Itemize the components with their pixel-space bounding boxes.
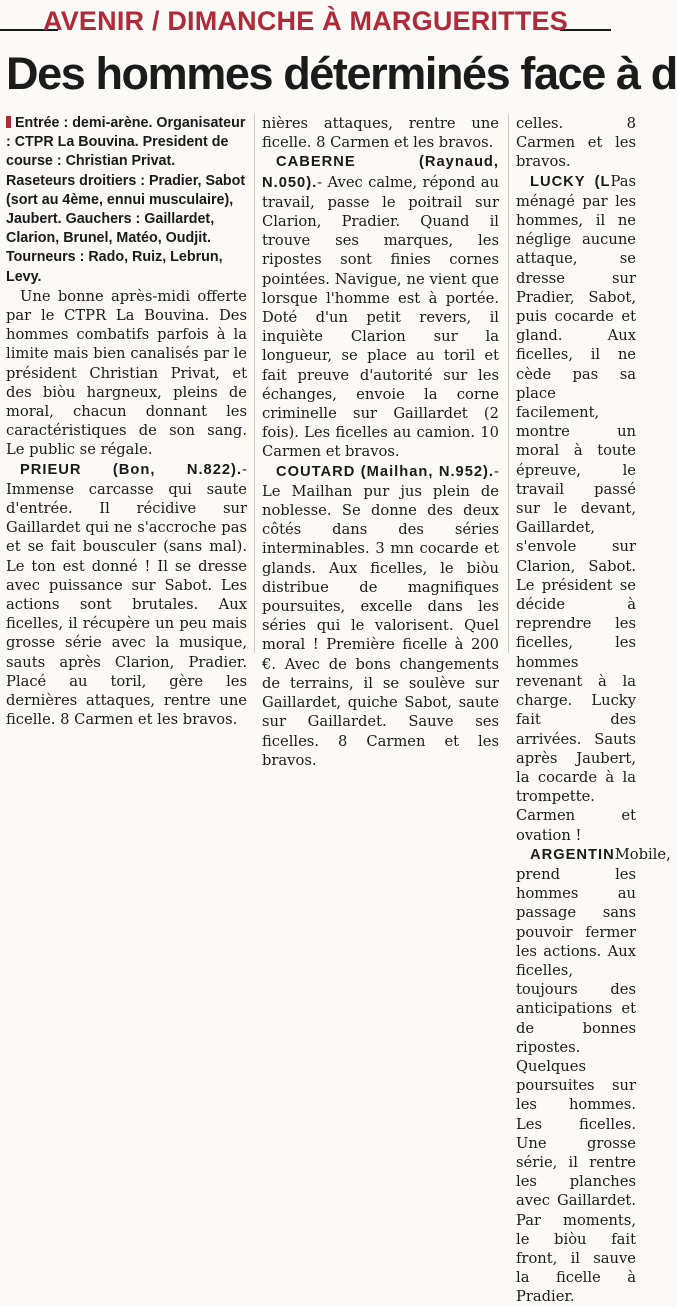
bull-text: - Avec calme, répond au travail, passe le poitrail sur Clarion, Pradier. Quand il trouve ses marques, les ripostes sont finies cornes pointées. Navigue, ne vient que lorsque l'homme est à portée. Doté d'un petit revers, il inquiète Clarion sur la longueur, se place au toril et fait preuve d'autorité sur les échanges, envoie la corne criminelle sur Gaillardet (2 fois). Les ficelles au camion. 10 Carmen et bravos. <box>262 173 499 461</box>
bull-name: LUCKY (L <box>530 173 611 190</box>
bullet-square-icon <box>6 116 11 128</box>
bull-name: ARGENTIN <box>530 846 615 863</box>
bull-entry-prieur <box>6 460 247 730</box>
bull-entry-argentin <box>516 845 671 1307</box>
column-rule-1 <box>254 114 255 653</box>
headline: Des hommes déterminés face à d <box>6 48 677 99</box>
article-column-1 <box>6 114 247 729</box>
bull-entry-coutard <box>262 462 499 770</box>
bull-entry-coutard-tail: celles. 8 Carmen et les bravos. <box>516 115 636 171</box>
bull-entry-lucky <box>516 172 636 845</box>
bull-name: PRIEUR (Bon, N.822). <box>20 461 243 478</box>
bull-name: CABERNE (Raynaud, N.050). <box>262 154 499 191</box>
section-kicker: AVENIR / DIMANCHE À MARGUERITTES <box>43 6 568 36</box>
infobox-text: Entrée : demi-arène. Organisateur : CTPR La Bouvina. President de course : Christian Privat. Raseteurs droitiers : Pradier, Sabot (sort au 4ème, ennui musculaire), Jaubert. Gauchers : Gaillardet, Clarion, Brunel, Matéo, Oudjit. Tourneurs : Rado, Ruiz, Lebrun, Levy. <box>6 115 246 285</box>
bull-text: Mobile, prend les hommes au passage sans pouvoir fermer les actions. Aux ficelles, toujours des anticipations et de bonnes ripostes. Quelques poursuites sur les hommes. Les ficelles. Une grosse série, il rentre les planches avec Gaillardet. Par moments, le biòu fait front, il sauve la ficelle à Pradier. <box>516 845 671 1306</box>
bull-entry-caberne <box>262 152 499 461</box>
article-column-3 <box>516 114 671 1306</box>
article-column-2 <box>262 114 499 769</box>
infobox <box>6 114 247 287</box>
bull-text: - Immense carcasse qui saute d'entrée. Il récidive sur Gaillardet qui ne s'accroche pas et se fait bousculer (sans mal). Le ton est donné ! Il se dresse avec puissance sur Sabot. Les actions sont brutales. Aux ficelles, il récupère un peu mais grosse série avec la musique, sauts après Clarion, Pradier. Placé au toril, gère les dernières attaques, rentre une ficelle. 8 Carmen et les bravos. <box>6 460 247 729</box>
column-rule-2 <box>508 114 509 653</box>
bull-text: - Le Mailhan pur jus plein de noblesse. Se donne des deux côtés dans des séries interminables. 3 mn cocarde et glands. Aux ficelles, le biòu distribue de magnifiques poursuites, excelle dans les séries qui le valorisent. Quel moral ! Première ficelle à 200 €. Avec de bons changements de terrains, il se soulève sur Gaillardet, quiche Sabot, saute sur Gaillardet. Sauve ses ficelles. 8 Carmen et les bravos. <box>262 462 499 769</box>
bull-entry-prieur-tail: nières attaques, rentre une ficelle. 8 Carmen et les bravos. <box>262 115 499 152</box>
column-2-flow <box>262 114 499 770</box>
bull-text: Pas ménagé par les hommes, il ne néglige aucune attaque, se dresse sur Pradier, Sabot, puis cocarde et gland. Aux ficelles, il ne cède pas sa place facilement, montre un moral à toute épreuve, le travail passé sur le devant, Gaillardet, s'envole sur Clarion, Sabot. Le président se décide à reprendre les ficelles, les hommes revenant à la charge. Lucky fait des arrivées. Sauts après Jaubert, la cocarde à la trompette. Carmen et ovation ! <box>516 172 636 844</box>
bull-name: COUTARD (Mailhan, N.952). <box>276 463 495 480</box>
intro-paragraph: Une bonne après-midi offerte par le CTPR La Bouvina. Des hommes combatifs parfois à la limite mais bien canalisés par le président Christian Privat, et des biòu hargneux, pleins de moral, chacun donnant les caractéristiques de son sang. Le public se régale. <box>6 287 247 459</box>
